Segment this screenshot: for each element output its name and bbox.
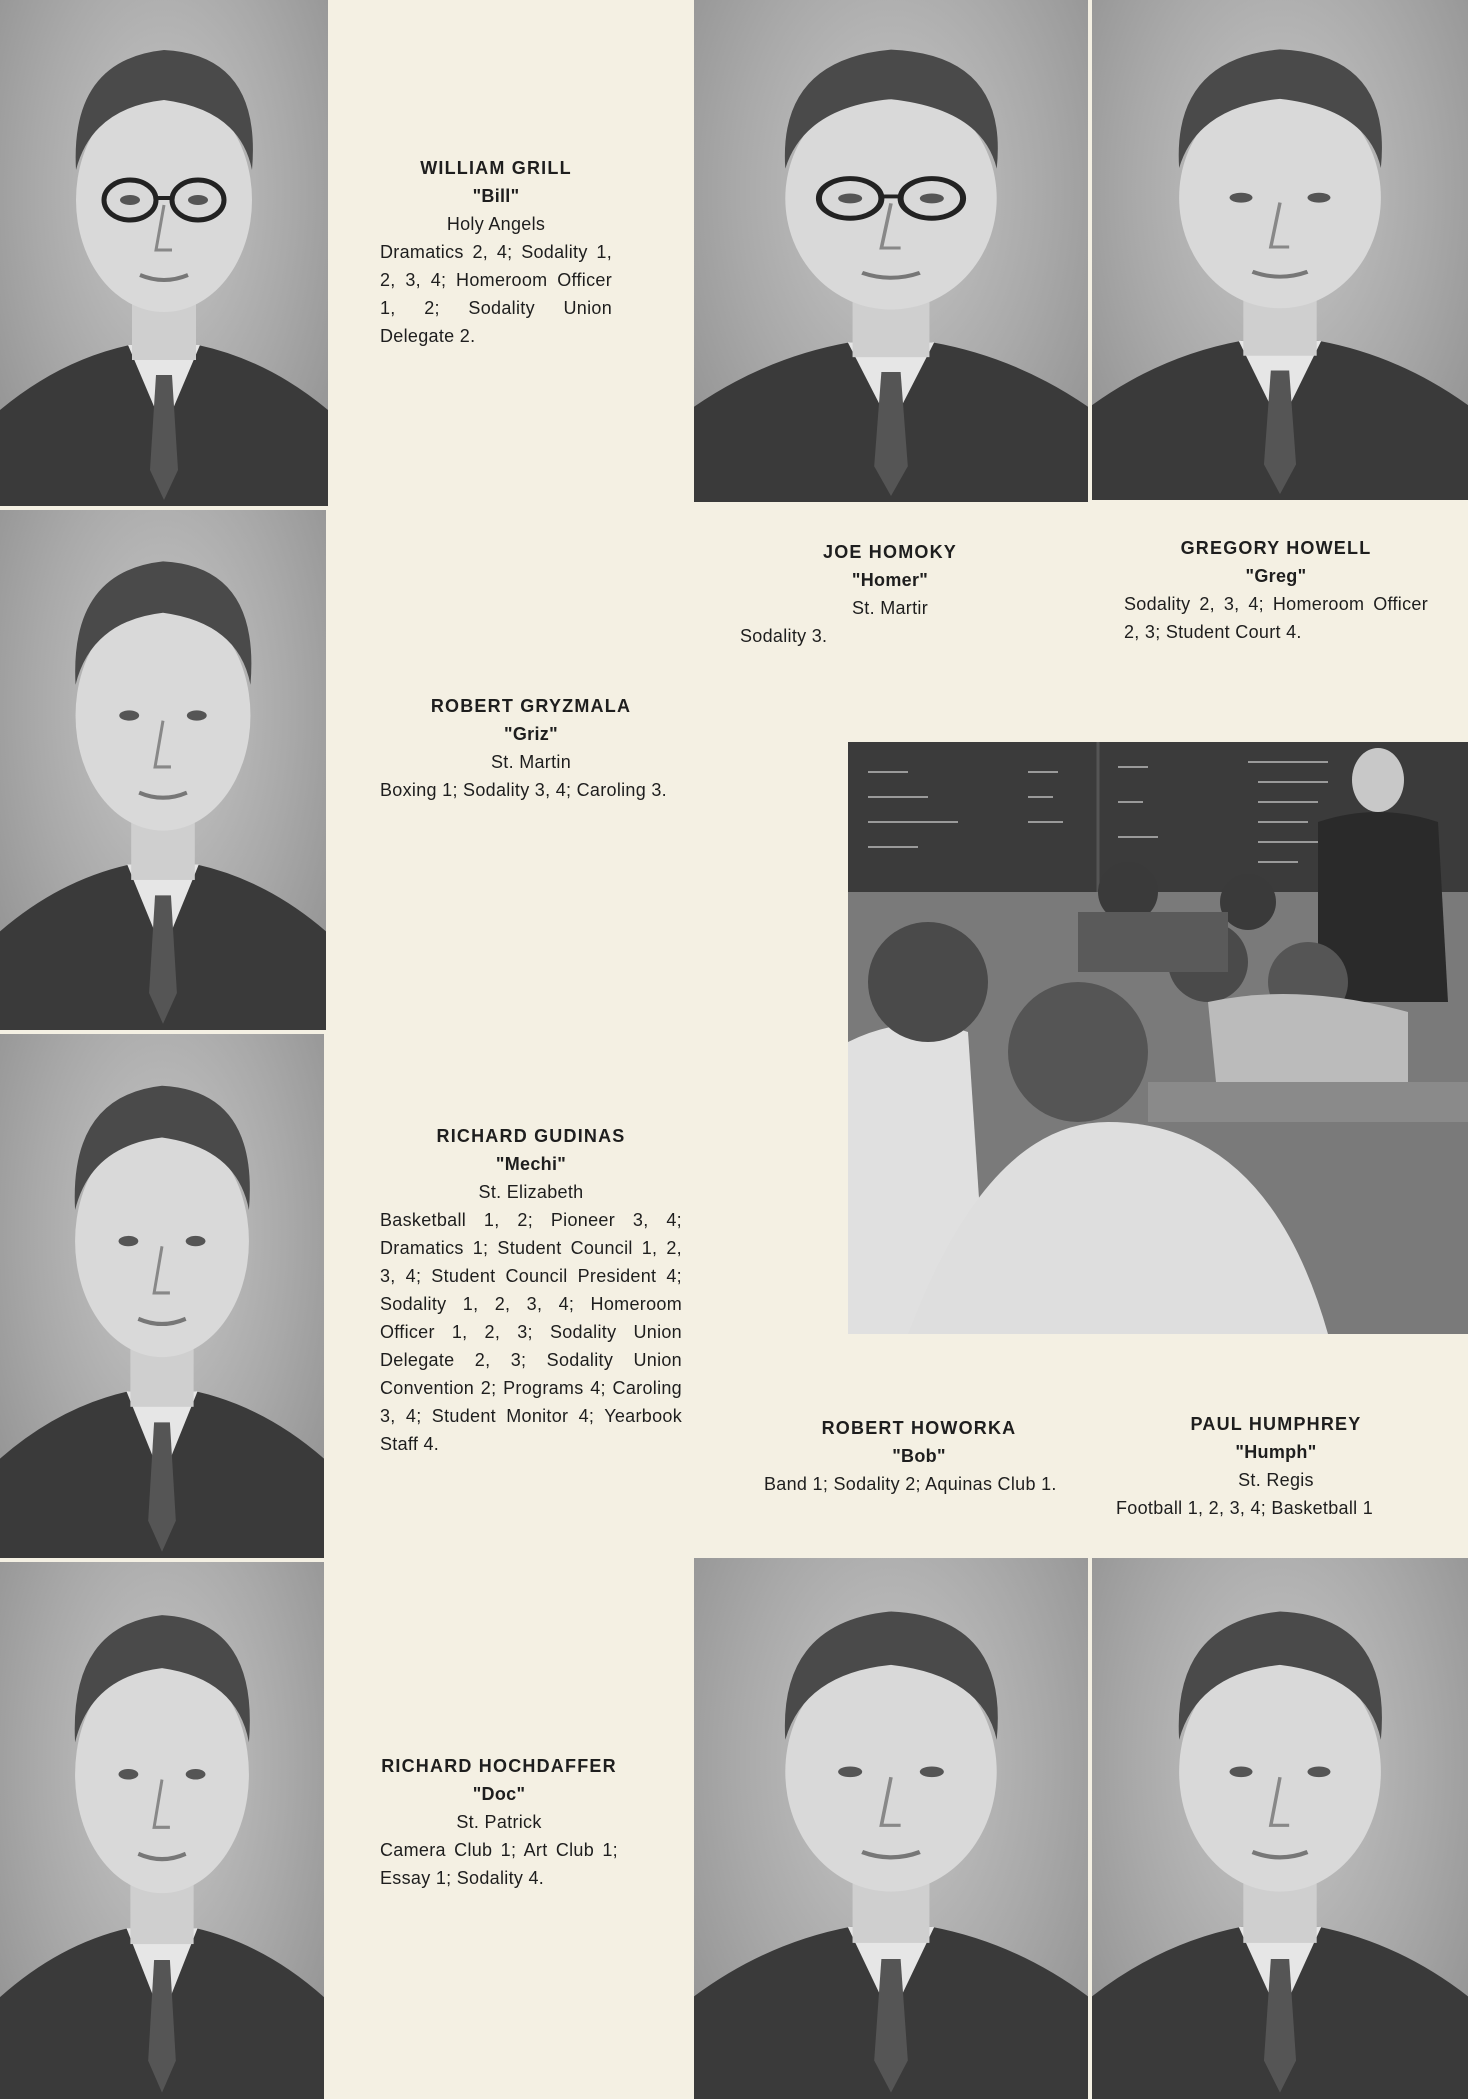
student-nickname: "Greg" — [1245, 566, 1307, 586]
student-nickname: "Homer" — [851, 570, 929, 590]
portrait-joe-homoky — [694, 0, 1088, 502]
student-name: RICHARD GUDINAS — [436, 1126, 626, 1146]
student-name: PAUL HUMPHREY — [1190, 1414, 1362, 1434]
portrait-gregory-howell — [1092, 0, 1468, 500]
student-nickname: "Humph" — [1235, 1442, 1317, 1462]
student-nickname: "Mechi" — [495, 1154, 567, 1174]
student-name: GREGORY HOWELL — [1180, 538, 1372, 558]
bio-paul-humphrey — [1116, 1410, 1436, 1522]
student-activities: Dramatics 2, 4; Sodality 1, 2, 3, 4; Homeroom Officer 1, 2; Sodality Union Delegate 2. — [380, 242, 612, 346]
student-name: RICHARD HOCHDAFFER — [381, 1756, 617, 1776]
student-parish: St. Elizabeth — [478, 1182, 584, 1202]
student-name: WILLIAM GRILL — [420, 158, 572, 178]
student-nickname: "Bob" — [892, 1446, 946, 1466]
bio-robert-gryzmala — [380, 692, 682, 804]
bio-robert-howorka — [764, 1414, 1074, 1498]
student-nickname: "Doc" — [472, 1784, 526, 1804]
student-parish: St. Regis — [1238, 1470, 1314, 1490]
student-name: ROBERT HOWORKA — [821, 1418, 1017, 1438]
portrait-richard-gudinas — [0, 1034, 324, 1558]
student-activities: Camera Club 1; Art Club 1; Essay 1; Sodality 4. — [380, 1840, 618, 1888]
student-name: ROBERT GRYZMALA — [430, 696, 632, 716]
student-activities: Football 1, 2, 3, 4; Basketball 1 — [1116, 1498, 1374, 1518]
bio-gregory-howell — [1124, 534, 1428, 646]
bio-william-grill — [380, 154, 612, 350]
bio-joe-homoky — [740, 538, 1040, 650]
student-activities: Basketball 1, 2; Pioneer 3, 4; Dramatics 1; Student Council 1, 2, 3, 4; Student Council President 4; Sodality 1, 2, 3, 4; Homeroom Officer 1, 2, 3; Sodality Union Delegate 2, 3; Sodality Union Convention 2; Programs 4; Caroling 3, 4; Student Monitor 4; Yearbook Staff 4. — [380, 1210, 682, 1454]
portrait-paul-humphrey — [1092, 1558, 1468, 2099]
portrait-william-grill — [0, 0, 328, 506]
student-activities: Sodality 3. — [740, 626, 828, 646]
student-activities: Sodality 2, 3, 4; Homeroom Officer 2, 3; Student Court 4. — [1124, 594, 1428, 642]
portrait-richard-hochdaffer — [0, 1562, 324, 2099]
student-parish: St. Martir — [851, 598, 928, 618]
student-nickname: "Griz" — [504, 724, 558, 744]
portrait-robert-howorka — [694, 1558, 1088, 2099]
bio-richard-gudinas — [380, 1122, 682, 1458]
student-parish: St. Patrick — [456, 1812, 542, 1832]
bio-richard-hochdaffer — [380, 1752, 618, 1892]
student-activities: Boxing 1; Sodality 3, 4; Caroling 3. — [380, 780, 667, 800]
student-parish: St. Martin — [490, 752, 572, 772]
student-parish: Holy Angels — [446, 214, 546, 234]
student-name: JOE HOMOKY — [822, 542, 958, 562]
classroom-photo — [848, 742, 1468, 1334]
student-activities: Band 1; Sodality 2; Aquinas Club 1. — [764, 1474, 1057, 1494]
student-nickname: "Bill" — [472, 186, 520, 206]
portrait-robert-gryzmala — [0, 510, 326, 1030]
